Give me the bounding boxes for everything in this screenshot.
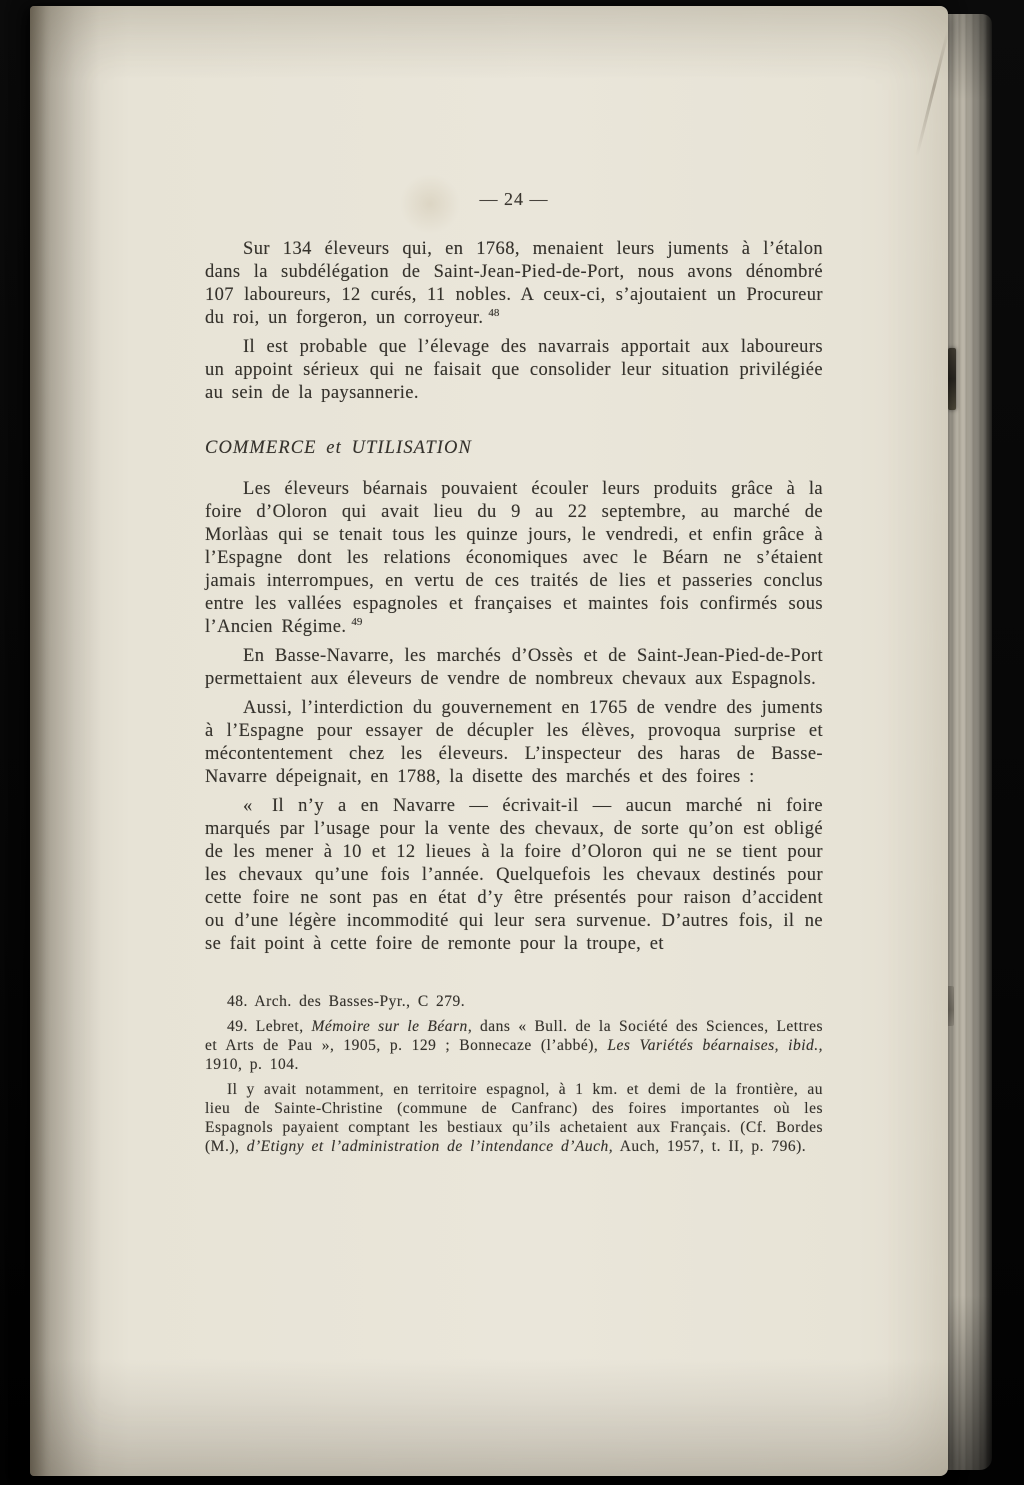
paragraph	[205, 697, 823, 789]
footnote-reference: 48	[488, 306, 500, 319]
book-page	[30, 6, 948, 1476]
staple-mark	[948, 348, 956, 410]
text-body	[205, 238, 823, 956]
footnote-segment: 1910, p. 104.	[205, 1056, 299, 1073]
paragraph	[205, 336, 823, 405]
footnotes	[205, 992, 823, 1156]
footnote-segment: d’Etigny et l’administration de l’intendance d’Auch,	[246, 1138, 614, 1155]
footnote	[205, 1017, 823, 1074]
page-number: — 24 —	[479, 189, 549, 209]
footnote-segment: 49. Lebret,	[227, 1018, 312, 1035]
section-heading: COMMERCE et UTILISATION	[205, 438, 472, 458]
paragraph	[205, 645, 823, 691]
paragraph-text: Les éleveurs béarnais pouvaient écouler leurs produits grâce à la foire d’Oloron qui avait lieu du 9 au 22 septembre, au marché de Morlàas qui se tenait tous les quinze jours, le vendredi, et enfin grâce à l’Espagne dont les relations économiques avec le Béarn ne s’étaient jamais interrompues, en vertu de ces traités de lies et passeries conclus entre les vallées espagnoles et françaises et maintes fois confirmés sous l’Ancien Régime.	[205, 479, 823, 637]
footnote-segment: Auch, 1957, t. II, p. 796).	[613, 1138, 807, 1155]
paragraph	[205, 478, 823, 639]
footnote-segment: , dans « Bull. de la Société des Sciences, Lettres et Arts de Pau », 1905, p. 129 ; Bonnecaze (l’abbé),	[205, 1018, 823, 1054]
paragraph-text: Il est probable que l’élevage des navarrais apportait aux laboureurs un appoint sérieux qui ne faisait que consolider leur situation privilégiée au sein de la paysannerie.	[205, 337, 823, 403]
footnote-segment: Mémoire sur le Béarn	[311, 1018, 468, 1035]
paragraph	[205, 795, 823, 956]
paragraph-text: « Il n’y a en Navarre — écrivait-il — aucun marché ni foire marqués par l’usage pour la vente des chevaux, de sorte qu’on est obligé de les mener à 10 et 12 lieues à la foire d’Oloron qui ne se tient pour les chevaux qu’une fois l’année. Quelquefois les chevaux destinés pour cette foire ne sont pas en état d’y être présentés pour raison d’accident ou d’une légère incommodité qui leur sera survenue. D’autres fois, il ne se fait point à cette foire de remonte pour la troupe, et	[205, 796, 823, 954]
paragraph-text: Aussi, l’interdiction du gouvernement en 1765 de vendre des juments à l’Espagne pour essayer de décupler les élèves, provoqua surprise et mécontentement chez les éleveurs. L’inspecteur des haras de Basse-Navarre dépeignait, en 1788, la disette des marchés et des foires :	[205, 698, 823, 787]
footnote	[205, 992, 823, 1011]
paragraph-text: Sur 134 éleveurs qui, en 1768, menaient leurs juments à l’étalon dans la subdélégation de Saint-Jean-Pied-de-Port, nous avons dénombré 107 laboureurs, 12 curés, 11 nobles. A ceux-ci, s’ajoutaient un Procureur du roi, un forgeron, un corroyeur.	[205, 239, 823, 328]
footnote	[205, 1080, 823, 1156]
footnote-reference: 49	[351, 615, 363, 628]
paragraph-text: En Basse-Navarre, les marchés d’Ossès et de Saint-Jean-Pied-de-Port permettaient aux éleveurs de vendre de nombreux chevaux aux Espagnols.	[205, 646, 823, 689]
footnote-segment: Il y avait notamment, en territoire espagnol, à 1 km. et demi de la frontière, au lieu de Sainte-Christine (commune de Canfranc) des foires importantes où les Espagnols payaient comptant les bestiaux qu’ils achetaient aux Français. (Cf. Bordes (M.),	[205, 1081, 823, 1155]
footnote-segment: 48. Arch. des Basses-Pyr., C 279.	[227, 993, 466, 1010]
text-column	[205, 188, 823, 1162]
gutter-shadow	[30, 6, 100, 1476]
book-fore-edge	[942, 14, 992, 1470]
paragraph	[205, 238, 823, 330]
page-crease	[915, 30, 949, 157]
footnote-segment: Les Variétés béarnaises, ibid.,	[607, 1037, 823, 1054]
